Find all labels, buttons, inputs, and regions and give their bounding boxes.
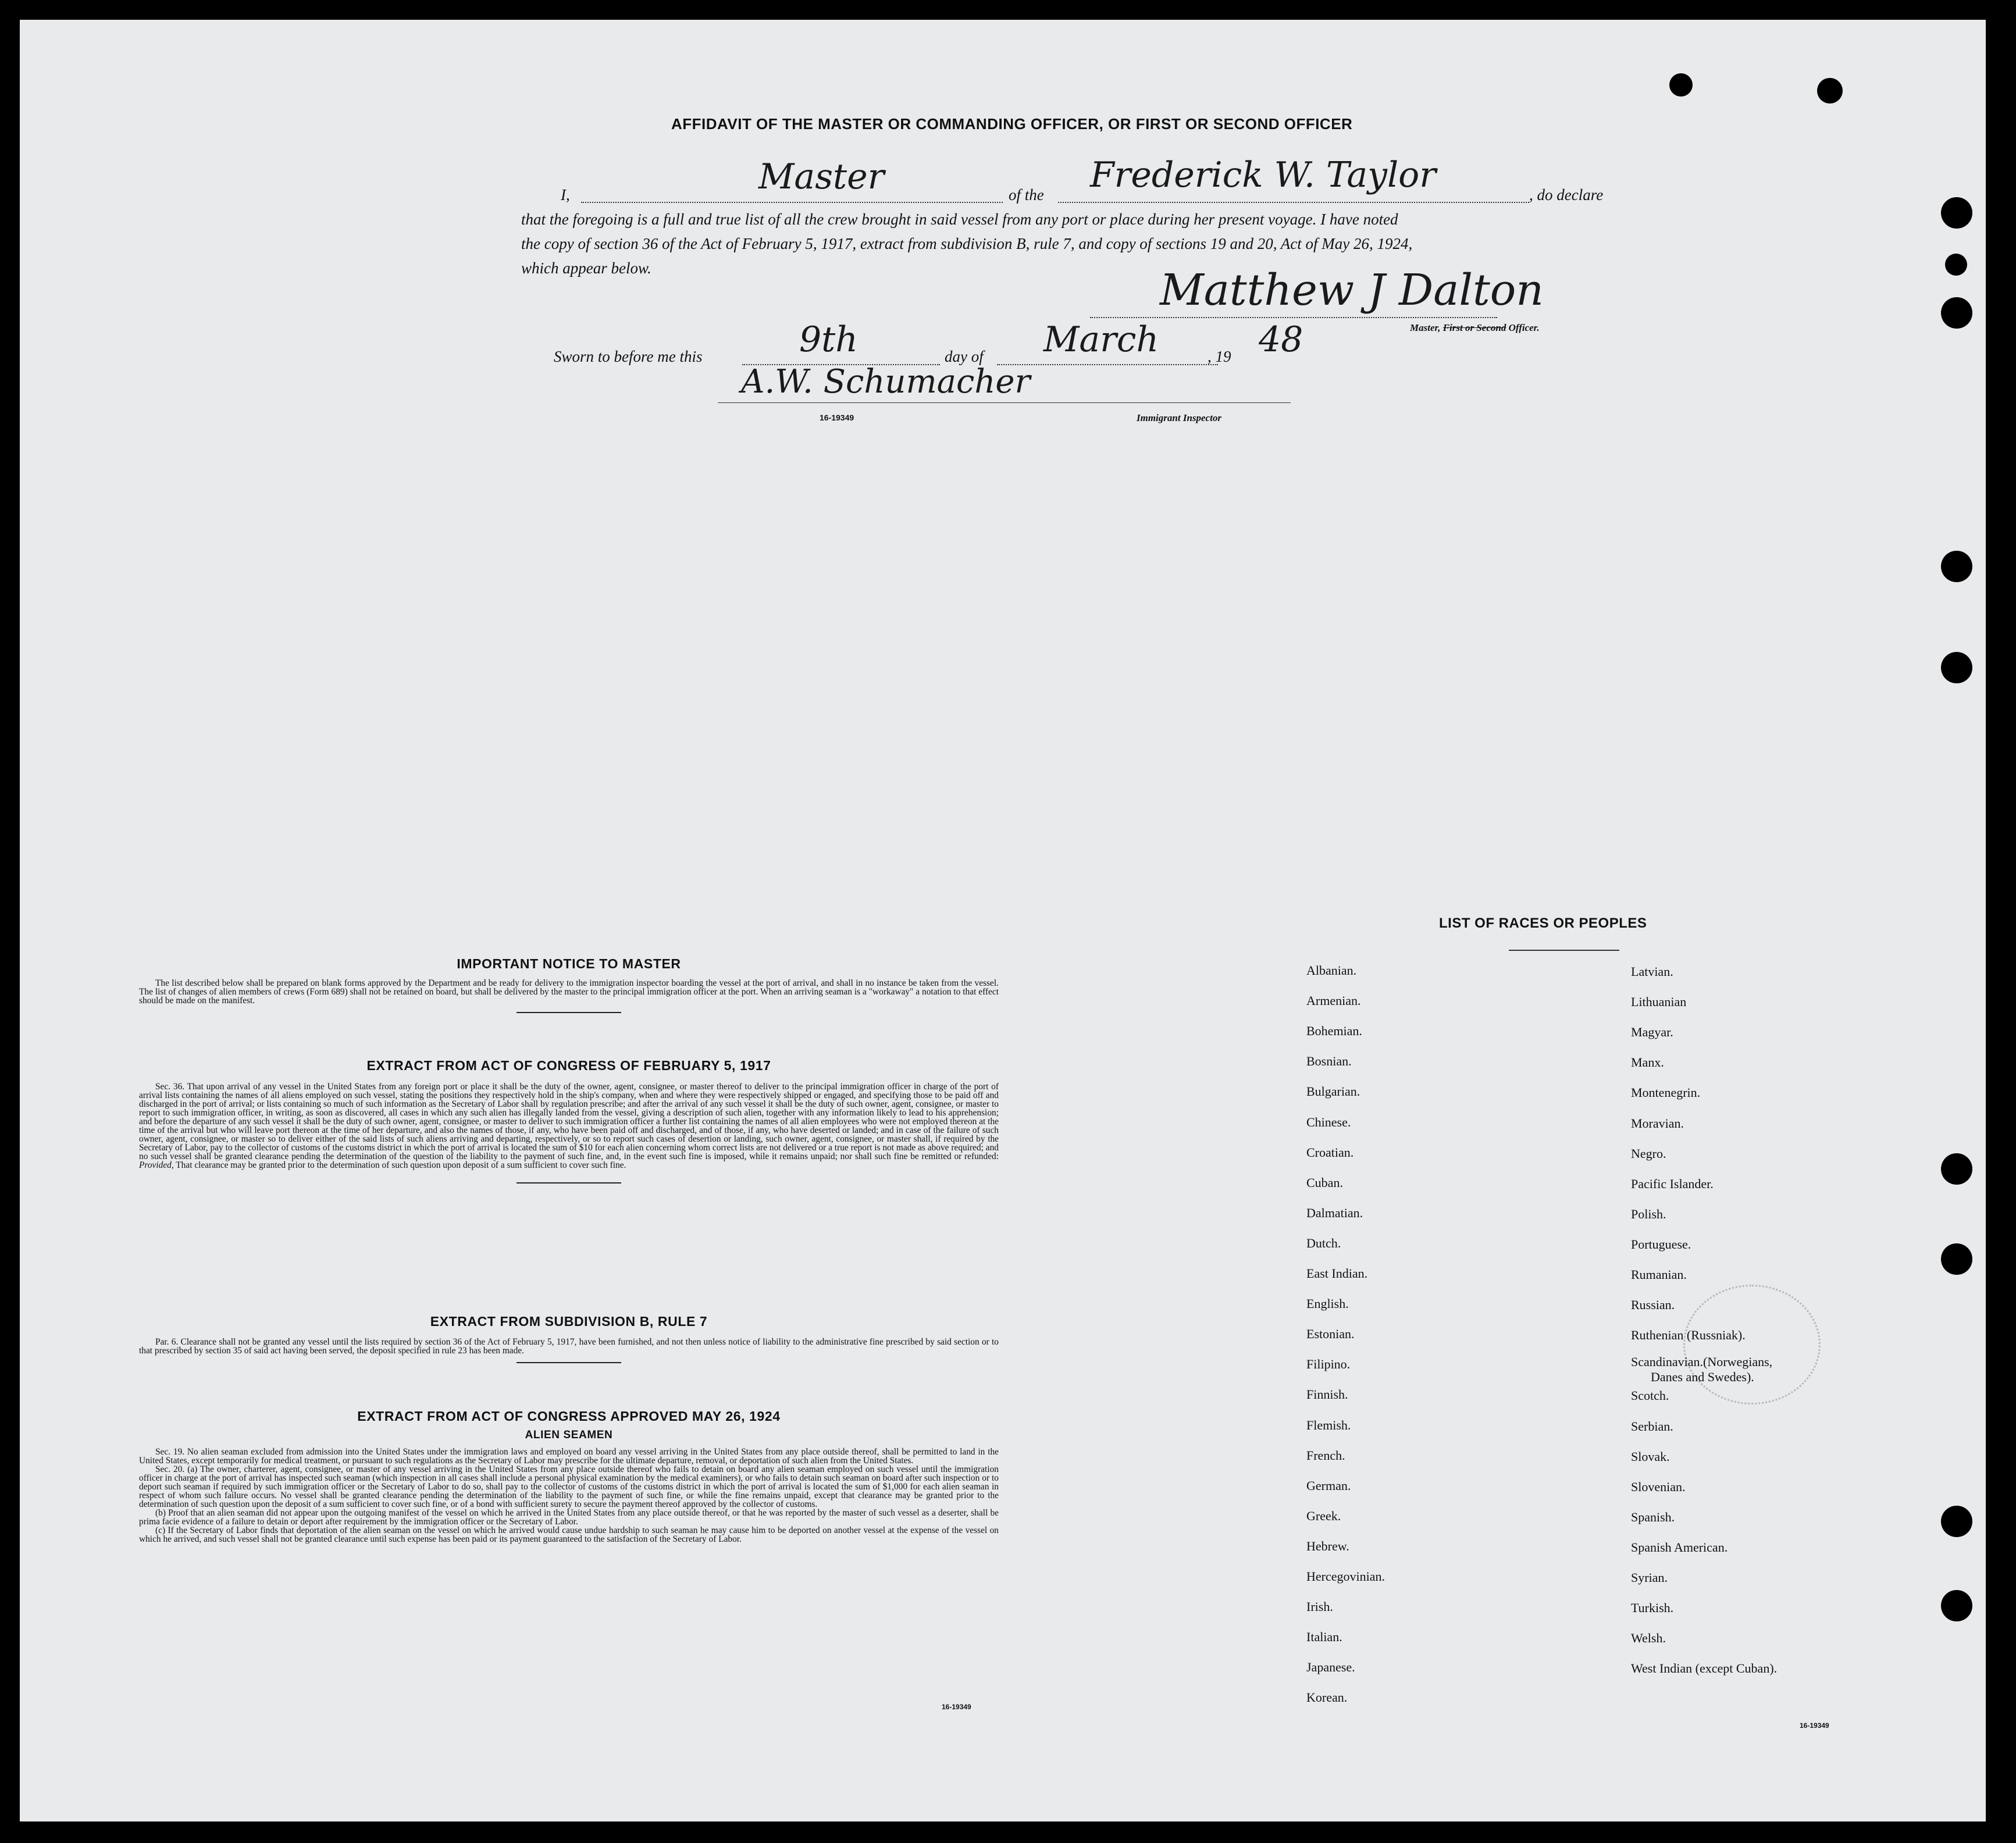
affidavit-line-2: the copy of section 36 of the Act of February 5, 1917, extract from subdivision B, rule 7, and copy of sections 19 and 20, Act of May 26, 1924, [521, 235, 1413, 252]
i-label: I, [561, 186, 570, 204]
race-item: English. [1306, 1296, 1349, 1311]
race-item: Moravian. [1631, 1115, 1684, 1131]
race-item: Finnish. [1306, 1387, 1348, 1402]
notice-text: The list described below shall be prepared on blank forms approved by the Department and be ready for delivery to the immigration inspector boarding the vessel at the port of arrival, and shall in no instance be taken from the vessel. The list of changes of alien members of crews (Form 689) shall not be retained on board, but shall be delivered by the master to the principal immigration officer at the port. When an arriving seaman is a "workaway" a notation to that effect should be made on the manifest. [139, 978, 999, 1006]
do-declare-label: , do declare [1529, 186, 1604, 204]
race-item: Latvian. [1631, 964, 1673, 979]
race-item: Hebrew. [1306, 1538, 1349, 1553]
race-item: Irish. [1306, 1599, 1333, 1614]
race-item: Chinese. [1306, 1114, 1351, 1129]
race-item: Russian. [1631, 1297, 1675, 1313]
notice-title: IMPORTANT NOTICE TO MASTER [457, 956, 681, 971]
race-item: Ruthenian (Russniak). [1631, 1328, 1746, 1343]
punch-hole [1669, 73, 1693, 97]
races-divider [1509, 950, 1619, 951]
race-item: West Indian (except Cuban). [1631, 1661, 1778, 1676]
master-handwritten: Master [758, 156, 885, 197]
affidavit-line-3: which appear below. [521, 259, 651, 277]
extract-1917-body: Sec. 36. That upon arrival of any vessel in the United States from any foreign port or place it shall be the duty of the owner, agent, consignee, or master thereof to deliver to the principal immigration officer in charge of the port of arrival lists containing the names of all aliens employed on such vessel, stating the positions they respectively hold in the ship's company, when and where they were respectively shipped or engaged, and specifying those to be paid off and discharged in the port of arrival; or lists containing so much of such information as the Secretary of Labor shall by regulation prescribe; and after the arrival of any such vessel it shall be the duty of such owner, agent, consignee, or master to report to such immigration officer, in writing, as soon as discovered, all cases in which any such alien has illegally landed from the vessel, giving a description of such alien, together with any information likely to lead to his apprehension; and before the departure of any such vessel it shall be the duty of such owner, agent, consignee, or master to deliver to such immigration officer a further list containing the names of all alien employees who were not employed thereon at the time of the arrival but who will leave port thereon at the time of her departure, and also the names of those, if any, who have been paid off and discharged, and of those, if any, who have deserted or landed; and in case of the failure of such owner, agent, consignee, or master so to deliver either of the said lists of such aliens arriving and departing, respectively, or so to report such cases of desertion or landing, such owner, agent, consignee, or master shall, if required by the Secretary of Labor, pay to the collector of customs of the customs district in which the port of arrival is located the sum of $10 for each alien concerning whom correct lists are not delivered or a true report is not made as above required; and no such vessel shall be granted clearance pending the determination of the question of the liability to the payment of such fine, and, in the event such fine is imposed, while it remains unpaid; nor shall such fine be remitted or refunded: [139, 1082, 999, 1161]
extract-rule7-title: EXTRACT FROM SUBDIVISION B, RULE 7 [430, 1314, 708, 1329]
extract-1917-text [139, 1082, 999, 1170]
race-item: Polish. [1631, 1206, 1666, 1221]
race-item: Danes and Swedes). [1651, 1370, 1754, 1385]
race-item: Croatian. [1306, 1145, 1354, 1160]
sec-20b-text: (b) Proof that an alien seaman did not appear upon the outgoing manifest of the vessel on which he arrived in the United States from any place outside thereof, or that he was reported by the master of such vessel as a deserter, shall be prima facie evidence of a failure to detain or deport after requirement by the immigration officer or the Secretary of Labor. [139, 1508, 999, 1527]
race-item: Slovak. [1631, 1449, 1670, 1464]
signer-title-master: Master, [1410, 322, 1441, 333]
race-item: German. [1306, 1478, 1351, 1493]
race-item: Filipino. [1306, 1357, 1351, 1372]
punch-hole [1945, 254, 1967, 276]
race-item: Lithuanian [1631, 994, 1687, 1010]
punch-hole [1941, 297, 1972, 329]
vessel-line [1058, 202, 1529, 203]
races-form-number: 16-19349 [1800, 1721, 1829, 1730]
race-item: Albanian. [1306, 963, 1357, 978]
day-of-label: day of [945, 348, 984, 365]
extract-1924-subtitle: ALIEN SEAMEN [525, 1429, 613, 1441]
punch-hole [1941, 1506, 1972, 1537]
race-item: Spanish. [1631, 1509, 1675, 1524]
race-item: Negro. [1631, 1146, 1666, 1161]
race-item: Dalmatian. [1306, 1205, 1363, 1220]
extract-1917-title: EXTRACT FROM ACT OF CONGRESS OF FEBRUARY 5, 1917 [366, 1058, 771, 1073]
race-item: Slovenian. [1631, 1479, 1686, 1494]
month-handwritten: March [1043, 319, 1159, 360]
faded-stamp [1683, 1285, 1821, 1404]
signer-title-officer: Officer. [1508, 322, 1540, 333]
sec-20c-text: (c) If the Secretary of Labor finds that deportation of the alien seaman on the vessel on which he arrived would cause undue hardship to such seaman he may cause him to be deported on another vessel at the expense of the vessel on which he arrived, and such vessel shall not be granted clearance until such expense has been paid or its payment guaranteed to the satisfaction of the Secretary of Labor. [139, 1525, 999, 1544]
race-item: Korean. [1306, 1690, 1348, 1705]
divider [517, 1012, 621, 1013]
extract-rule7-text: Par. 6. Clearance shall not be granted any vessel until the lists required by section 36 of the Act of February 5, 1917, have been furnished, and not then unless notice of liability to the administrative fine prescribed by said section or to that prescribed by section 35 of said act having been served, the deposit specified in rule 23 has been made. [139, 1337, 999, 1356]
punch-hole [1941, 1243, 1972, 1275]
race-item: Spanish American. [1631, 1539, 1728, 1555]
race-item: Magyar. [1631, 1025, 1673, 1040]
race-item: Italian. [1306, 1630, 1342, 1645]
race-item: Estonian. [1306, 1327, 1355, 1342]
punch-hole [1817, 78, 1843, 104]
races-title: LIST OF RACES OR PEOPLES [1439, 915, 1647, 931]
document-sheet [20, 20, 1986, 1821]
extract-1917-section [139, 1058, 999, 1183]
extract-1924-section [139, 1409, 999, 1543]
signature-line [1090, 317, 1497, 318]
divider [517, 1182, 621, 1183]
inspector-line [718, 402, 1291, 403]
of-the-label: of the [1009, 186, 1044, 204]
affidavit-line-1: that the foregoing is a full and true list of all the crew brought in said vessel from any port or place during her present voyage. I have noted [521, 211, 1398, 228]
name-line [581, 202, 1003, 203]
affidavit-title: AFFIDAVIT OF THE MASTER OR COMMANDING OFFICER, OR FIRST OR SECOND OFFICER [671, 115, 1353, 133]
signer-title-struck: First or Second [1442, 322, 1506, 333]
extract-1924-title: EXTRACT FROM ACT OF CONGRESS APPROVED MAY 26, 1924 [357, 1409, 781, 1424]
sworn-label: Sworn to before me this [554, 348, 703, 365]
race-item: Bosnian. [1306, 1054, 1352, 1069]
race-item: Pacific Islander. [1631, 1176, 1714, 1191]
race-item: Montenegrin. [1631, 1085, 1701, 1100]
punch-hole [1941, 551, 1972, 582]
master-signature: Matthew J Dalton [1160, 265, 1544, 315]
race-item: Japanese. [1306, 1660, 1355, 1675]
punch-hole [1941, 1590, 1972, 1621]
race-item: Portuguese. [1631, 1236, 1691, 1252]
notice-section [139, 956, 999, 1013]
punch-hole [1941, 197, 1972, 229]
race-item: Flemish. [1306, 1417, 1351, 1432]
year-handwritten: 48 [1259, 319, 1303, 360]
race-item: Scandinavian.(Norwegians, [1631, 1354, 1773, 1370]
race-item: Scotch. [1631, 1388, 1669, 1403]
inspector-signature: A.W. Schumacher [741, 363, 1031, 401]
race-item: Bohemian. [1306, 1024, 1362, 1039]
race-item: Turkish. [1631, 1600, 1674, 1616]
form-number: 16-19349 [820, 413, 854, 422]
race-item: Rumanian. [1631, 1267, 1687, 1282]
inspector-label: Immigrant Inspector [1137, 412, 1221, 423]
day-handwritten: 9th [799, 319, 858, 360]
extract-1917-provided: Provided, [139, 1160, 174, 1170]
extract-rule7-section [139, 1314, 999, 1363]
race-item: Cuban. [1306, 1175, 1343, 1190]
extract-1917-body-end: That clearance may be granted prior to the determination of such question upon deposit of a sum sufficient to cover such fine. [176, 1160, 626, 1170]
divider [517, 1362, 621, 1363]
race-item: Armenian. [1306, 993, 1361, 1008]
punch-hole [1941, 652, 1972, 683]
race-item: Serbian. [1631, 1418, 1673, 1434]
form-number-bottom: 16-19349 [942, 1703, 971, 1711]
race-item: Manx. [1631, 1055, 1664, 1070]
punch-hole [1941, 1153, 1972, 1185]
race-item: Bulgarian. [1306, 1084, 1360, 1099]
vessel-name-handwritten: Frederick W. Taylor [1090, 155, 1436, 195]
sec-20a-text: Sec. 20. (a) The owner, charterer, agent, consignee, or master of any vessel arriving in the United States from any place outside thereof who fails to detain on board any alien seaman employed on such vessel until the immigration officer in charge at the port of arrival has inspected such seaman (which inspection in all cases shall include a personal physical examination by the medical examiners), or who fails to detain such seaman on board after such inspection or to deport such seaman if required by such immigration officer or the Secretary of Labor to do so, shall pay to the collector of customs of the customs district in which the port of arrival is located the sum of $1,000 for each alien seaman in respect of whom such failure occurs. No vessel shall be granted clearance pending the determination of the liability to the payment of such fine, or while the fine remains unpaid, except that clearance may be granted prior to the determination of such question upon the deposit of a sum sufficient to cover such fine, or of a bond with sufficient surety to secure the payment thereof approved by the collector of customs. [139, 1464, 999, 1509]
race-item: Welsh. [1631, 1631, 1666, 1646]
sec-19-text: Sec. 19. No alien seaman excluded from admission into the United States under the immigration laws and employed on board any vessel arriving in the United States from any place outside thereof, shall be permitted to land in the United States, except temporarily for medical treatment, or pursuant to such regulations as the Secretary of Labor may prescribe for the ultimate departure, removal, or deportation of such alien from the United States. [139, 1447, 999, 1466]
race-item: French. [1306, 1448, 1345, 1463]
race-item: Syrian. [1631, 1570, 1668, 1585]
race-item: East Indian. [1306, 1266, 1368, 1281]
year-prefix: , 19 [1208, 348, 1231, 365]
race-item: Dutch. [1306, 1235, 1341, 1250]
race-item: Hercegovinian. [1306, 1569, 1385, 1584]
signer-title [1410, 322, 1540, 334]
race-item: Greek. [1306, 1508, 1341, 1523]
